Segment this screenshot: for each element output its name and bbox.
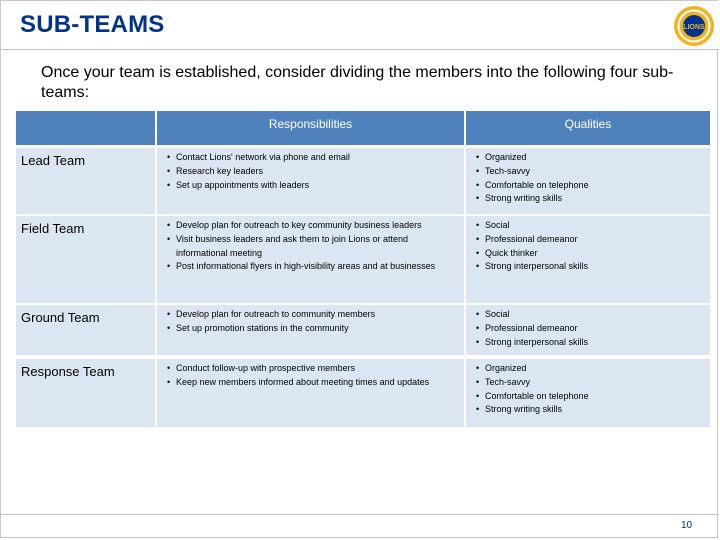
qualities-list	[466, 359, 710, 417]
list-item: • Tech-savvy	[476, 165, 706, 179]
responsibilities-list	[157, 216, 464, 274]
list-item: • Contact Lions' network via phone and email	[167, 151, 460, 165]
lions-clubs-emblem-icon	[673, 5, 715, 47]
list-item: • Strong interpersonal skills	[476, 260, 706, 274]
team-name: Response Team	[21, 364, 115, 379]
list-item: • Research key leaders	[167, 165, 460, 179]
list-item: • Social	[476, 308, 706, 322]
list-item: • Organized	[476, 362, 706, 376]
table-row	[16, 305, 710, 355]
list-item: • Social	[476, 219, 706, 233]
list-item: • Strong interpersonal skills	[476, 336, 706, 350]
page-number: 10	[681, 520, 693, 531]
list-item: • Develop plan for outreach to key community business leaders	[167, 219, 460, 233]
list-item: • Professional demeanor	[476, 233, 706, 247]
list-item: • Post informational flyers in high-visibility areas and at businesses	[167, 260, 460, 274]
responsibilities-list	[157, 305, 464, 336]
header-cell-qualities: Qualities	[466, 111, 710, 145]
list-item: • Comfortable on telephone	[476, 179, 706, 193]
list-item: • Set up promotion stations in the community	[167, 322, 460, 336]
header-cell-blank	[16, 111, 155, 145]
table-header-row	[16, 111, 710, 145]
qualities-list	[466, 305, 710, 349]
qualities-list	[466, 216, 710, 274]
list-item: • Comfortable on telephone	[476, 390, 706, 404]
list-item: • Conduct follow-up with prospective members	[167, 362, 460, 376]
list-item: • Tech-savvy	[476, 376, 706, 390]
list-item: • Set up appointments with leaders	[167, 179, 460, 193]
responsibilities-list	[157, 148, 464, 192]
logo-text: LIONS	[683, 24, 705, 31]
intro-text: Once your team is established, consider dividing the members into the following four sub-teams:	[41, 64, 674, 101]
footer-divider	[1, 514, 719, 515]
slide-title: SUB-TEAMS	[20, 11, 165, 38]
list-item: • Strong writing skills	[476, 403, 706, 417]
list-item: • Quick thinker	[476, 247, 706, 261]
title-bar	[1, 1, 719, 50]
list-item: • Develop plan for outreach to community members	[167, 308, 460, 322]
table-row	[16, 148, 710, 214]
list-item: • Organized	[476, 151, 706, 165]
team-name: Ground Team	[21, 310, 100, 325]
list-item: • Professional demeanor	[476, 322, 706, 336]
header-cell-responsibilities: Responsibilities	[157, 111, 464, 145]
list-item: • Strong writing skills	[476, 192, 706, 206]
team-name: Field Team	[21, 221, 85, 236]
table-row	[16, 359, 710, 427]
list-item: • Keep new members informed about meeting times and updates	[167, 376, 460, 390]
team-name: Lead Team	[21, 153, 86, 168]
responsibilities-list	[157, 359, 464, 390]
qualities-list	[466, 148, 710, 206]
table-row	[16, 216, 710, 303]
list-item: • Visit business leaders and ask them to join Lions or attend informational meeting	[167, 233, 460, 261]
